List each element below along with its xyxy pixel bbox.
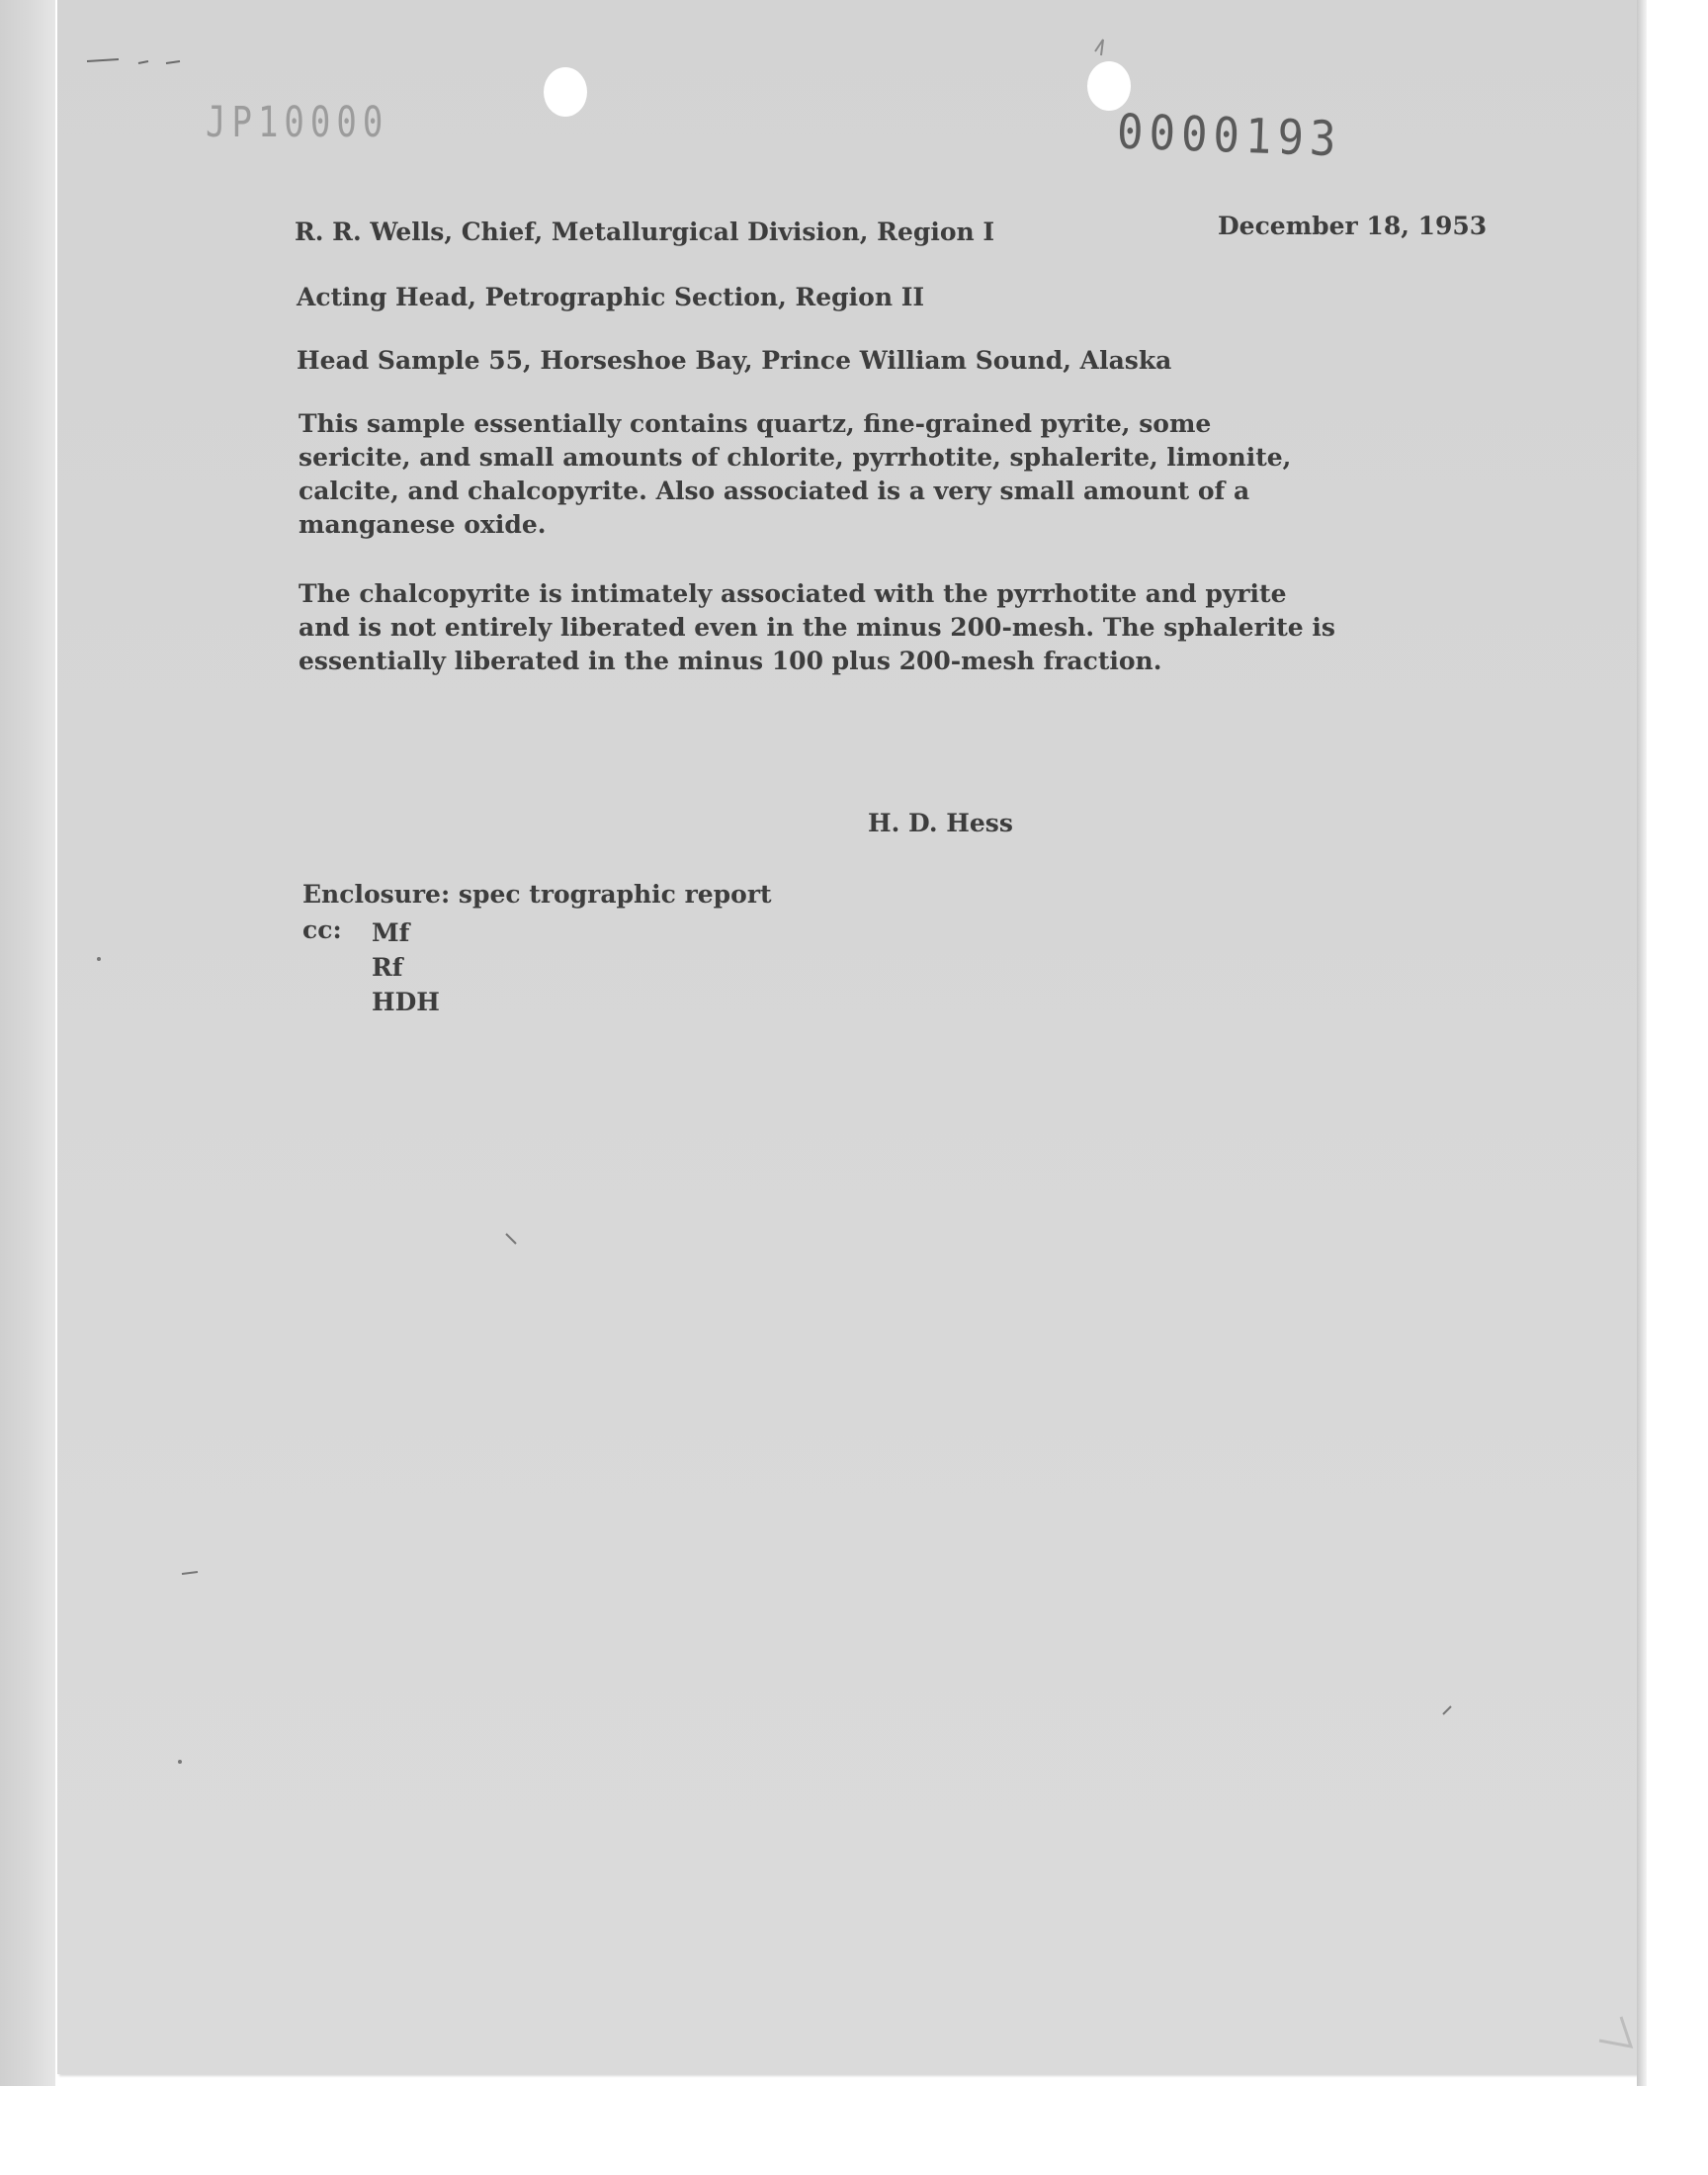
signature-name: H. D. Hess (868, 809, 1013, 837)
memo-subject-line: Head Sample 55, Horseshoe Bay, Prince William Sound, Alaska (297, 346, 1172, 375)
memo-from-line: Acting Head, Petrographic Section, Region II (297, 283, 925, 311)
cc-recipient: Mf (372, 918, 410, 947)
archive-stamp-right: 0000193 (1116, 104, 1343, 168)
memo-date: December 18, 1953 (1218, 212, 1488, 240)
enclosure-note: Enclosure: spec trographic report (302, 880, 772, 909)
body-paragraph-2: The chalcopyrite is intimately associated with the pyrrhotite and pyrite and is not entirely liberated even in the minus 200-mesh. The sphalerite is essentially liberated in the minus 100 plus 200-mesh fraction. (299, 579, 1335, 675)
cc-recipient: HDH (372, 988, 440, 1016)
cc-recipient: Rf (372, 953, 403, 982)
memo-to-line: R. R. Wells, Chief, Metallurgical Division, Region I (295, 218, 995, 246)
archive-stamp-left: JP10000 (206, 98, 389, 147)
body-paragraph-1: This sample essentially contains quartz, fine-grained pyrite, some sericite, and small amounts of chlorite, pyrrhotite, sphalerite, limonite, calcite, and chalcopyrite. Also associated is a very small amount of a manganese oxide. (299, 409, 1292, 539)
cc-label: cc: (302, 915, 342, 944)
cc-list (372, 915, 440, 1019)
